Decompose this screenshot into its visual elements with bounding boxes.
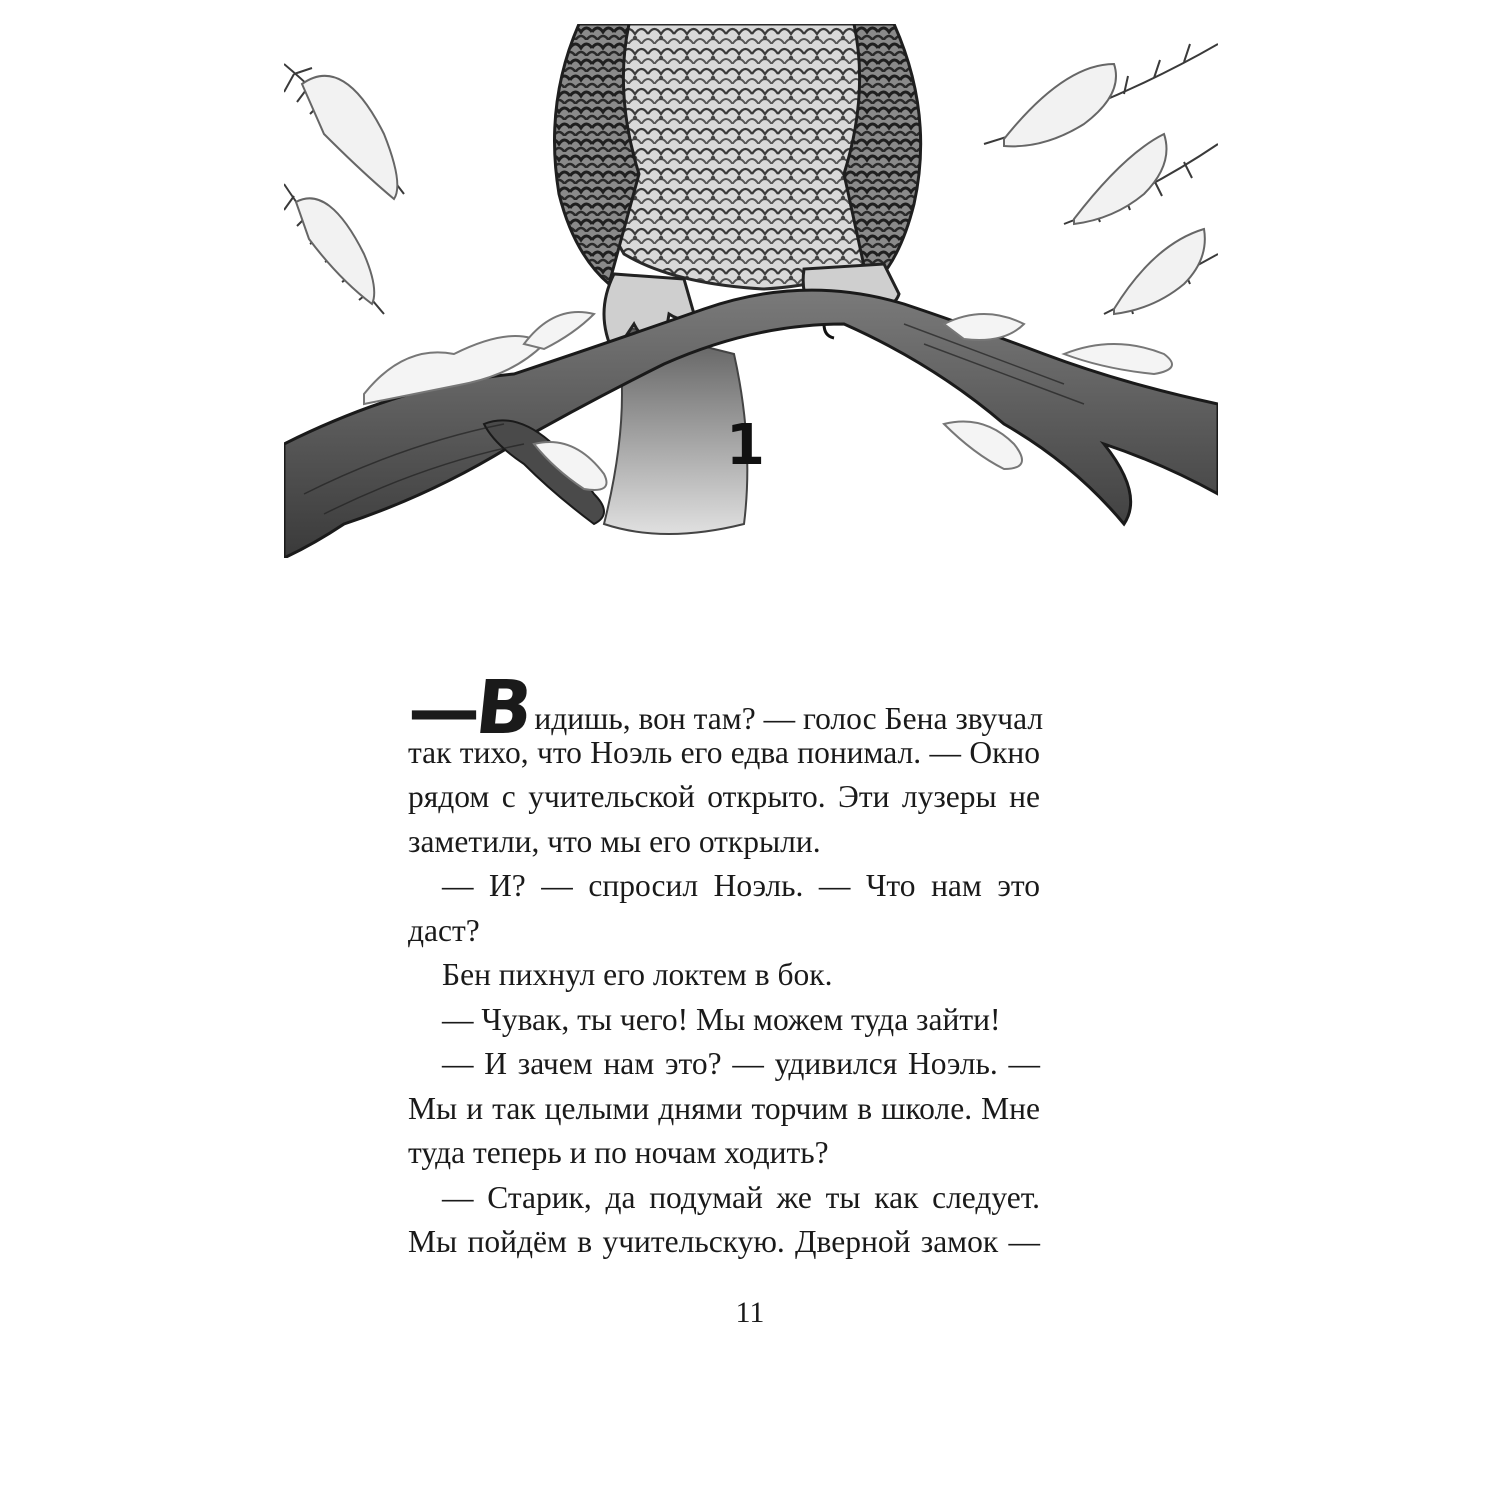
text-line-13: Мы пойдём в учительскую. Дверной замок —: [408, 1224, 1040, 1259]
text-line-1-content: идишь, вон там? — голос Бена звучал: [534, 701, 1044, 736]
chapter-number: 1: [726, 413, 765, 478]
text-line-10: Мы и так целыми днями торчим в школе. Мне: [408, 1090, 1040, 1126]
text-line-9: — И зачем нам это? — удивился Ноэль. —: [442, 1046, 1040, 1081]
text-line-4: заметили, что мы его открыли.: [408, 823, 821, 859]
text-line-5: — И? — спросил Ноэль. — Что нам это: [442, 868, 1040, 903]
text-line-3: рядом с учительской открыто. Эти лузеры не: [408, 779, 1040, 814]
dropcap-letter: В: [471, 665, 537, 751]
text-line-8: — Чувак, ты чего! Мы можем туда зайти!: [442, 1001, 1001, 1037]
text-line-11: туда теперь и по ночам ходить?: [408, 1135, 829, 1170]
text-line-7: Бен пихнул его локтем в бок.: [442, 957, 833, 992]
page-number: 11: [735, 1296, 765, 1329]
text-line-2: так тихо, что Ноэль его едва понимал. — Окно: [408, 734, 1040, 770]
text-line-6: даст?: [408, 912, 480, 948]
dropcap-dash: —: [408, 668, 480, 752]
chapter-body-text: [408, 665, 1044, 1265]
text-line-12: — Старик, да подумай же ты как следует.: [442, 1179, 1040, 1215]
